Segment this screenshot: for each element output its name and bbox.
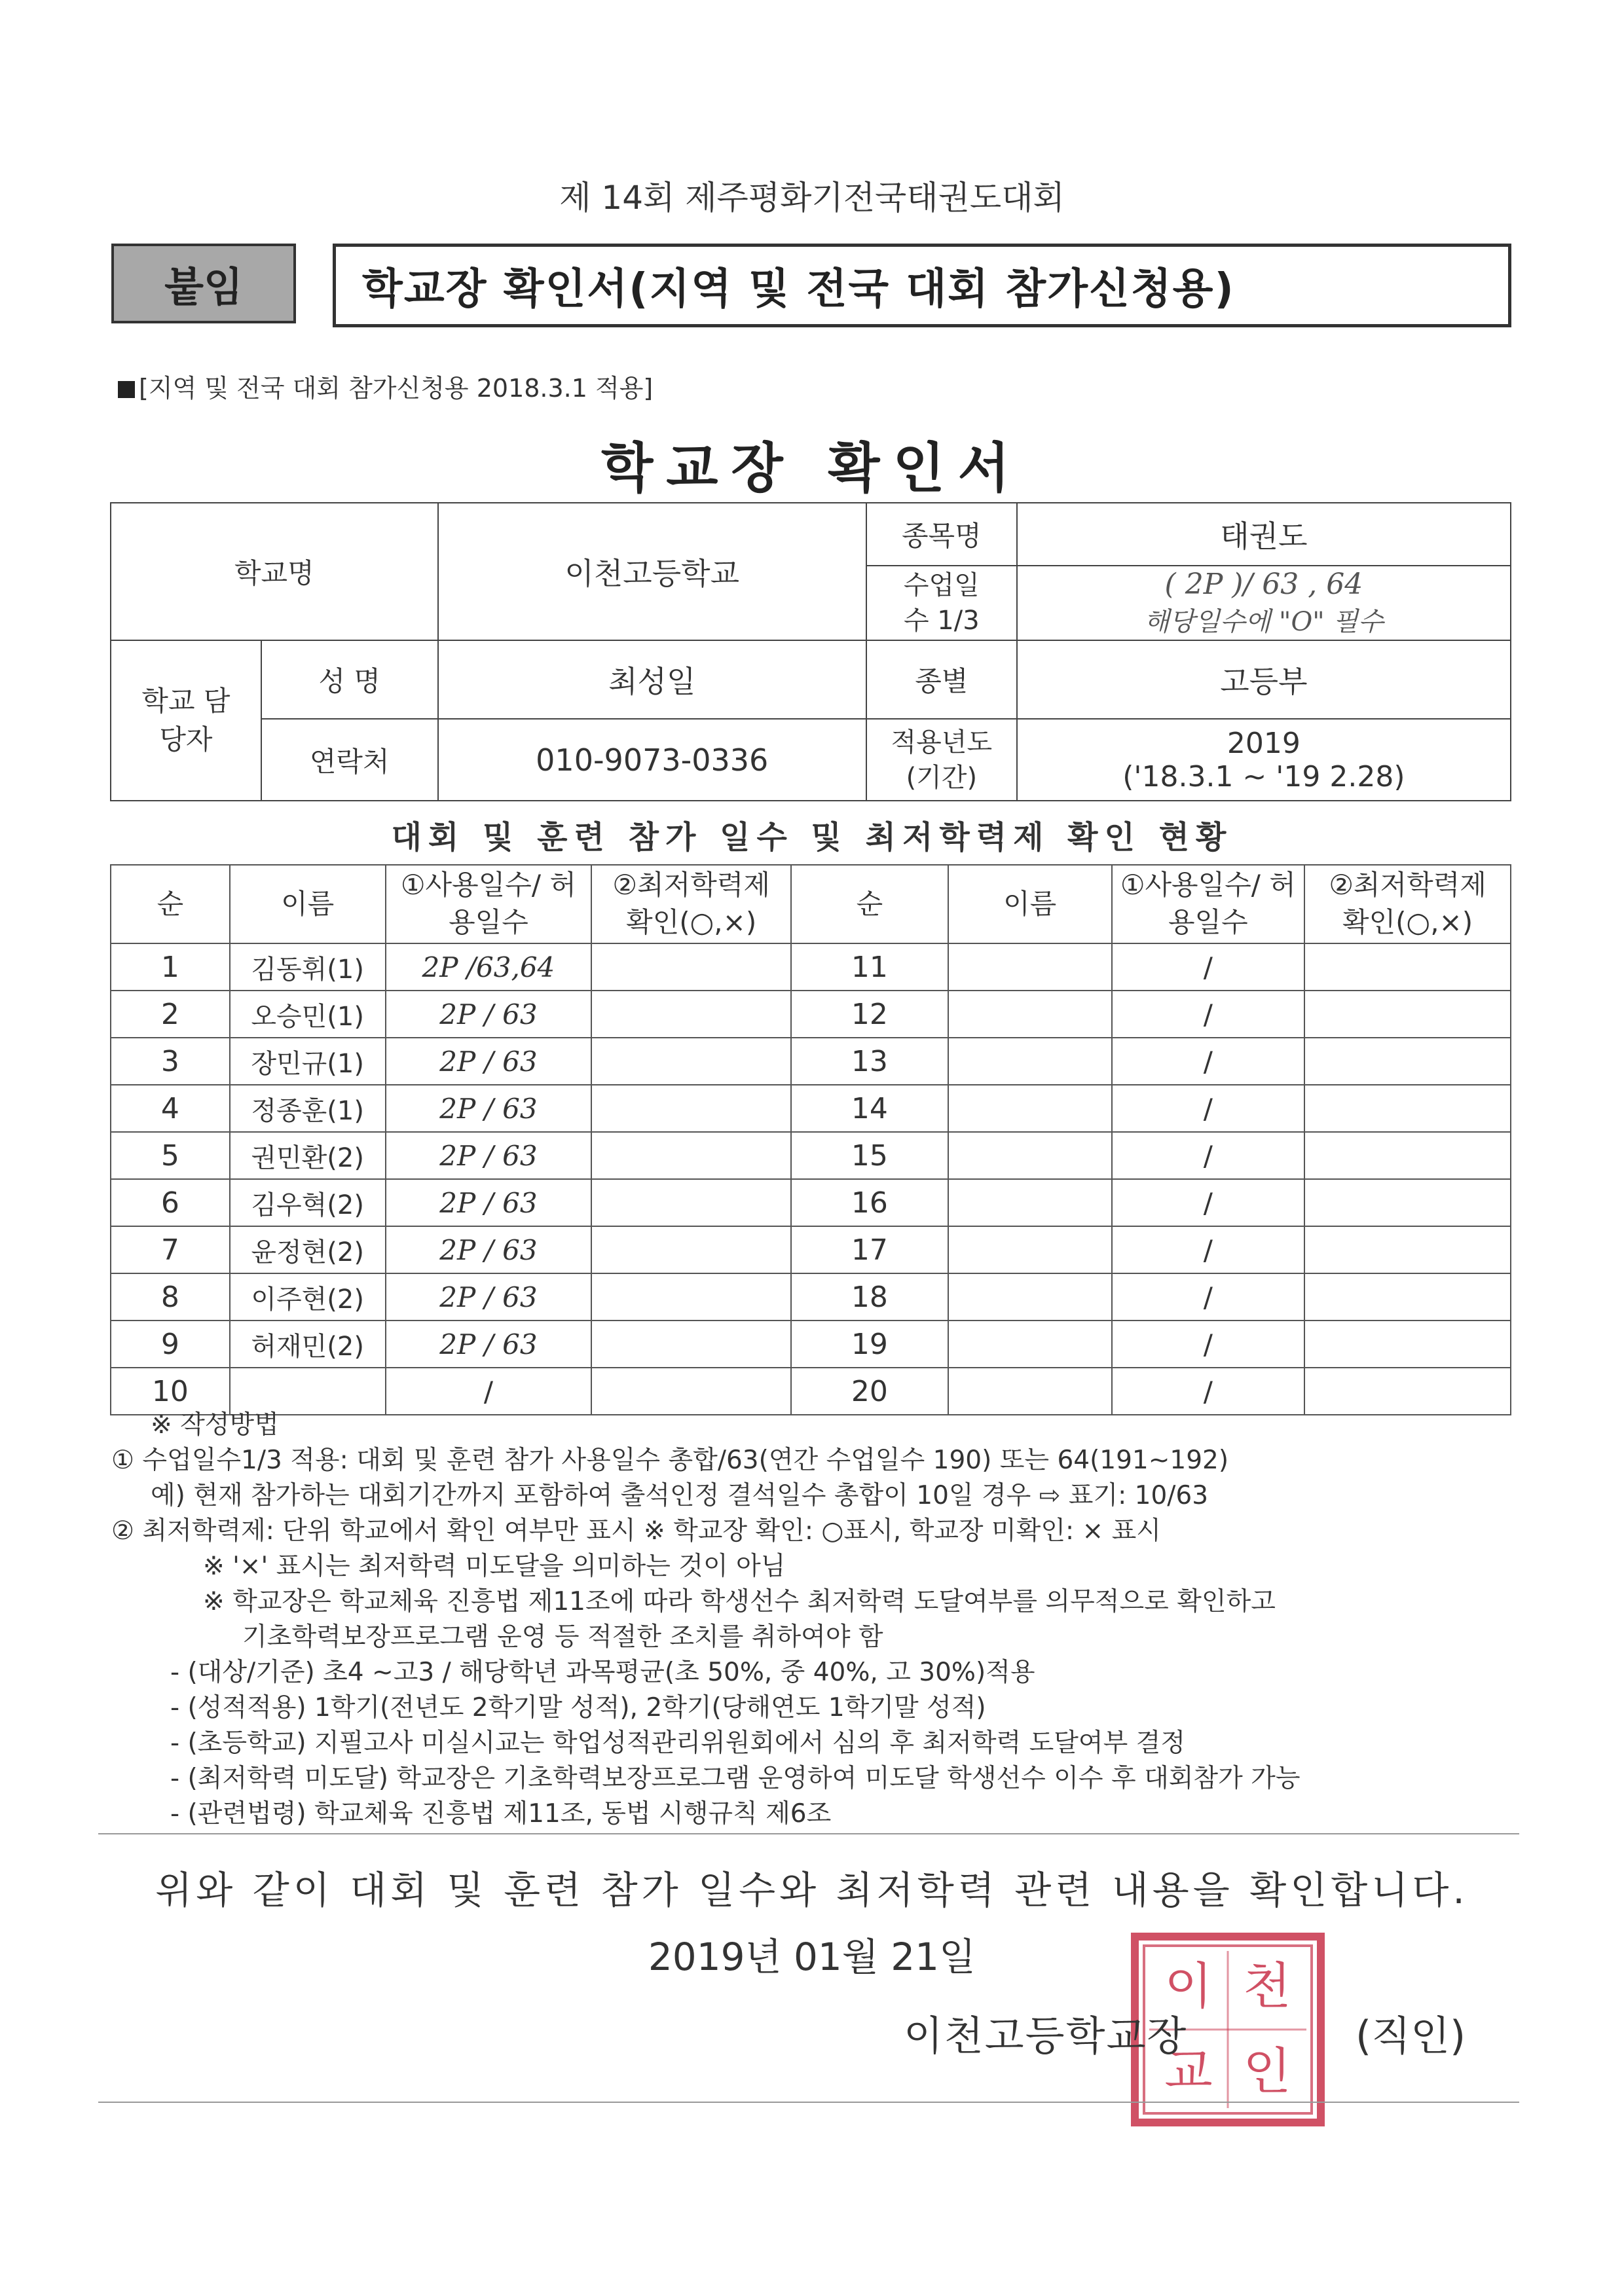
class-days-label: 수업일수 1/3 xyxy=(866,566,1017,640)
row-days: / xyxy=(1112,943,1305,991)
row-name xyxy=(948,1085,1112,1132)
manager-label: 학교 담당자 xyxy=(111,640,261,801)
row-days: 2P / 63 xyxy=(386,1085,592,1132)
method-line-2: 예) 현재 참가하는 대회기간까지 포함하여 출석인정 결석일수 총합이 10일 경우 ⇨ 표기: 10/63 xyxy=(151,1481,1209,1510)
method-line-10: - (최저학력 미도달) 학교장은 기초학력보장프로그램 운영하여 미도달 학생선수 이수 후 대회참가 가능 xyxy=(170,1764,1301,1793)
row-name: 장민규(1) xyxy=(230,1038,386,1085)
row-academic xyxy=(1304,991,1511,1038)
header-name-right: 이름 xyxy=(948,865,1112,943)
row-name xyxy=(948,1273,1112,1321)
school-name-value: 이천고등학교 xyxy=(438,503,866,640)
confirmation-statement: 위와 같이 대회 및 훈련 참가 일수와 최저학력 관련 내용을 확인합니다. xyxy=(155,1868,1469,1912)
svg-text:인: 인 xyxy=(1243,2042,1291,2100)
attachment-label: 붙임 xyxy=(111,244,296,323)
row-days: 2P / 63 xyxy=(386,1132,592,1179)
row-days: / xyxy=(386,1368,592,1415)
row-no: 11 xyxy=(791,943,948,991)
year-cell xyxy=(1017,719,1511,801)
row-days: 2P / 63 xyxy=(386,1038,592,1085)
row-academic xyxy=(591,1321,791,1368)
row-name: 윤정현(2) xyxy=(230,1226,386,1273)
row-days: / xyxy=(1112,991,1305,1038)
row-days: 2P / 63 xyxy=(386,1179,592,1226)
row-academic xyxy=(591,1085,791,1132)
method-line-11: - (관련법령) 학교체육 진흥법 제11조, 동법 시행규칙 제6조 xyxy=(170,1799,832,1829)
class-days-note: 해당일수에 "O" 필수 xyxy=(1144,607,1384,637)
class-days-value: ( 2P )/ 63 , 64 xyxy=(1164,568,1363,601)
division-value: 고등부 xyxy=(1017,640,1511,719)
person-name-value: 최성일 xyxy=(438,640,866,719)
row-days: 2P / 63 xyxy=(386,1321,592,1368)
person-name-label: 성 명 xyxy=(261,640,438,719)
header-name-left: 이름 xyxy=(230,865,386,943)
method-heading: ※ 작성방법 xyxy=(151,1410,279,1440)
row-name xyxy=(948,1226,1112,1273)
row-days: / xyxy=(1112,1273,1305,1321)
row-academic xyxy=(591,1226,791,1273)
row-academic xyxy=(1304,1179,1511,1226)
row-days: / xyxy=(1112,1321,1305,1368)
square-bullet-icon xyxy=(118,381,135,398)
contact-value: 010-9073-0336 xyxy=(438,719,866,801)
svg-text:교: 교 xyxy=(1164,2042,1213,2100)
row-no: 20 xyxy=(791,1368,948,1415)
row-name xyxy=(948,1321,1112,1368)
division-label: 종별 xyxy=(866,640,1017,719)
table-row xyxy=(111,1132,1511,1179)
year-period: ('18.3.1 ~ '19 2.28) xyxy=(1122,759,1405,793)
table-row xyxy=(111,1226,1511,1273)
row-academic xyxy=(1304,1085,1511,1132)
row-academic xyxy=(1304,1132,1511,1179)
table-row xyxy=(111,1085,1511,1132)
row-no: 19 xyxy=(791,1321,948,1368)
row-name xyxy=(948,1132,1112,1179)
row-name xyxy=(948,1179,1112,1226)
row-no: 4 xyxy=(111,1085,230,1132)
issue-date: 2019년 01월 21일 xyxy=(648,1935,976,1979)
table-row xyxy=(111,1179,1511,1226)
row-no: 2 xyxy=(111,991,230,1038)
contact-label: 연락처 xyxy=(261,719,438,801)
method-line-6: 기초학력보장프로그램 운영 등 적절한 조치를 취하여야 함 xyxy=(242,1622,883,1652)
row-days: 2P / 63 xyxy=(386,991,592,1038)
svg-text:천: 천 xyxy=(1243,1957,1291,2015)
row-academic xyxy=(1304,1321,1511,1368)
form-title: 학교장 확인서(지역 및 전국 대회 참가신청용) xyxy=(333,244,1511,327)
participation-table xyxy=(110,864,1511,1415)
method-line-4: ※ '×' 표시는 최저학력 미도달을 의미하는 것이 아님 xyxy=(203,1552,786,1581)
table-row xyxy=(111,991,1511,1038)
applicability-note xyxy=(118,368,653,404)
row-no: 1 xyxy=(111,943,230,991)
header-no-right: 순 xyxy=(791,865,948,943)
header-no-left: 순 xyxy=(111,865,230,943)
event-title: 제 14회 제주평화기전국태권도대회 xyxy=(559,179,1065,217)
principal-name: 이천고등학교장 xyxy=(904,2012,1188,2060)
row-days: / xyxy=(1112,1085,1305,1132)
row-academic xyxy=(1304,943,1511,991)
table-row xyxy=(111,1273,1511,1321)
status-section-title: 대회 및 훈련 참가 일수 및 최저학력제 확인 현황 xyxy=(391,819,1233,856)
row-days: 2P / 63 xyxy=(386,1273,592,1321)
method-line-3: ② 최저학력제: 단위 학교에서 확인 여부만 표시 ※ 학교장 확인: ○표시, 학교장 미확인: × 표시 xyxy=(111,1516,1161,1546)
table-row xyxy=(111,1038,1511,1085)
row-no: 12 xyxy=(791,991,948,1038)
year-label: 적용년도 (기간) xyxy=(866,719,1017,801)
divider-bottom xyxy=(98,2102,1519,2103)
header-academic-left: ②최저학력제 확인(○,×) xyxy=(591,865,791,943)
method-line-7: - (대상/기준) 초4 ~고3 / 해당학년 과목평균(초 50%, 중 40%, 고 30%)적용 xyxy=(170,1658,1035,1687)
row-no: 14 xyxy=(791,1085,948,1132)
row-name: 오승민(1) xyxy=(230,991,386,1038)
row-academic xyxy=(591,1179,791,1226)
row-name: 김우혁(2) xyxy=(230,1179,386,1226)
row-name: 이주현(2) xyxy=(230,1273,386,1321)
row-name: 허재민(2) xyxy=(230,1321,386,1368)
row-no: 6 xyxy=(111,1179,230,1226)
row-academic xyxy=(591,991,791,1038)
row-no: 17 xyxy=(791,1226,948,1273)
row-academic xyxy=(591,1038,791,1085)
row-days: / xyxy=(1112,1179,1305,1226)
row-no: 13 xyxy=(791,1038,948,1085)
row-name xyxy=(948,1038,1112,1085)
row-name: 정종훈(1) xyxy=(230,1085,386,1132)
method-line-8: - (성적적용) 1학기(전년도 2학기말 성적), 2학기(당해연도 1학기말 성적) xyxy=(170,1693,986,1722)
header-days-right: ①사용일수/ 허용일수 xyxy=(1112,865,1305,943)
row-name: 김동휘(1) xyxy=(230,943,386,991)
row-academic xyxy=(1304,1226,1511,1273)
class-days-cell xyxy=(1017,566,1511,640)
event-value: 태권도 xyxy=(1017,503,1511,566)
row-no: 7 xyxy=(111,1226,230,1273)
method-line-5: ※ 학교장은 학교체육 진흥법 제11조에 따라 학생선수 최저학력 도달여부를 의무적으로 확인하고 xyxy=(203,1587,1276,1616)
row-name xyxy=(948,943,1112,991)
row-days: / xyxy=(1112,1226,1305,1273)
row-academic xyxy=(591,1132,791,1179)
row-name: 권민환(2) xyxy=(230,1132,386,1179)
table-row xyxy=(111,1321,1511,1368)
row-academic xyxy=(591,1273,791,1321)
row-days: / xyxy=(1112,1038,1305,1085)
row-no: 16 xyxy=(791,1179,948,1226)
method-line-9: - (초등학교) 지필고사 미실시교는 학업성적관리위원회에서 심의 후 최저학력 도달여부 결정 xyxy=(170,1728,1186,1758)
row-academic xyxy=(1304,1273,1511,1321)
row-days: 2P /63,64 xyxy=(386,943,592,991)
row-academic xyxy=(1304,1038,1511,1085)
writing-method-notes xyxy=(111,1408,1526,1832)
school-name-label: 학교명 xyxy=(111,503,438,640)
row-no: 8 xyxy=(111,1273,230,1321)
table-row xyxy=(111,943,1511,991)
event-label: 종목명 xyxy=(866,503,1017,566)
header-academic-right: ②최저학력제 확인(○,×) xyxy=(1304,865,1511,943)
year-value: 2019 xyxy=(1227,726,1301,760)
row-name xyxy=(948,991,1112,1038)
applicability-note-text: [지역 및 전국 대회 참가신청용 2018.3.1 적용] xyxy=(139,374,654,403)
row-no: 18 xyxy=(791,1273,948,1321)
method-line-1: ① 수업일수1/3 적용: 대회 및 훈련 참가 사용일수 총합/63(연간 수업일수 190) 또는 64(191~192) xyxy=(111,1446,1229,1475)
row-academic xyxy=(591,943,791,991)
row-no: 15 xyxy=(791,1132,948,1179)
divider-top xyxy=(98,1833,1519,1834)
row-no: 10 xyxy=(111,1368,230,1415)
row-no: 5 xyxy=(111,1132,230,1179)
seal-label: (직인) xyxy=(1356,2012,1466,2060)
row-no: 9 xyxy=(111,1321,230,1368)
header-days-left: ①사용일수/ 허용일수 xyxy=(386,865,592,943)
school-info-table xyxy=(110,502,1511,801)
row-days: / xyxy=(1112,1132,1305,1179)
row-days: / xyxy=(1112,1368,1305,1415)
svg-text:이: 이 xyxy=(1164,1957,1213,2015)
row-no: 3 xyxy=(111,1038,230,1085)
document-title: 학교장 확인서 xyxy=(601,437,1023,500)
row-days: 2P / 63 xyxy=(386,1226,592,1273)
